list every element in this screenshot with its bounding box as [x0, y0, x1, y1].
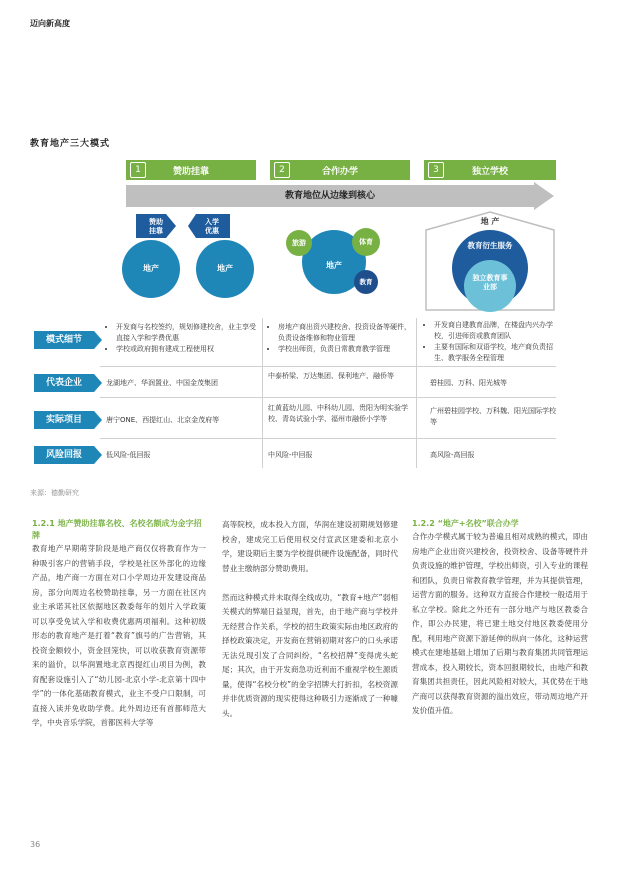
source-note: 来源：德勤研究	[30, 489, 79, 497]
arrowhead	[534, 182, 554, 210]
cell-companies-2: 中泰桥梁、万达集团、保利地产、融侨等	[268, 372, 394, 380]
mode-number: 1	[130, 162, 146, 178]
flag-admission: 入学 优惠	[205, 218, 219, 235]
section-title: 教育地产三大模式	[30, 139, 111, 149]
education-unit-circle	[464, 260, 516, 312]
bullet: • 房地产商出资兴建校舍、投资设备等硬件，负责设备维修和物业管理	[278, 322, 413, 344]
mode-number: 3	[428, 162, 444, 178]
tourism-circle: 旅游	[286, 230, 312, 256]
education-unit-label: 独立教育事 业部	[472, 274, 508, 291]
cell-risk-1: 低风险-低回报	[106, 451, 151, 459]
page-header: 迈向新高度	[30, 19, 70, 28]
bullet: • 主要有国际和双语学校，地产商负责招生、教学服务全程管理	[434, 342, 556, 364]
cell-projects-3: 广州碧桂园学校、万科魏、阳光国际学校等	[430, 407, 556, 426]
paragraph: 高等院校，成本投入方面，华润在建设初期规划修建校舍，建成完工后使用权交付宣武区建委和北京小学，建设期后主要为学校提供硬件设施配备，同时代替业主缴纳部分赞助费用。 然而这种模式并未取得全线成功，“教育+地产”弱相关模式的弊端日益显现，首先，由于地产商与学校并无经营合作关系，学校的招生政策实际由地区政府的择校政策决定，开发商在营销初期对客户的口头承诺无法兑现引发了合同纠纷，“名校招牌”变得虎头蛇尾；其次，由于开发商急功近利而不重视学校生源质量，使得“名校分校”的金字招牌大打折扣，名校资源并非优质资源的现实使得这种吸引力逐渐成了一种噱头。	[222, 520, 398, 718]
text-column-1	[32, 518, 206, 731]
row-label-projects: 实际项目	[34, 411, 94, 429]
paragraph: 教育地产早期萌芽阶段是地产商仅仅将教育作为一种吸引客户的营销手段，学校是社区外部化的边缘产品，地产商一方面在对口小学周边开发建设商品房，部分向周边名校赞助挂靠，另一方面在社区内业主承诺其社区依据地区教委每年的划片入学政策可以享受免试入学和收费优惠两项福利。这种初级形态的教育地产是打着“教育”旗号的广告营销，其投资金额较小，资金回笼快，可以收获教育资源带来的溢价，以华润置地北京西提红山项目为例，教育配套设施引入了“幼儿园-北京小学-北京第十四中学”的一体化基础教育模式，业主不受户口限制，可直接入读并免收助学费。此外周边还有首都师范大学，中央音乐学院，首都医科大学等	[32, 544, 206, 727]
property-circle-left: 地产	[122, 240, 180, 298]
column-divider	[416, 318, 417, 468]
cell-projects-2: 红黄蓝幼儿园、中科幼儿园、贵阳为明实验学校、青岛试验小学、福州市融侨小学等	[268, 404, 408, 423]
text-column-3	[412, 518, 588, 719]
subsection-title: 1.2.2 “地产+名校”联合办学	[412, 519, 519, 528]
mode-label: 赞助挂靠	[172, 167, 209, 177]
bullet: • 学校出师资，负责日常教育教学管理	[278, 344, 413, 355]
property-label: 地 产	[480, 217, 500, 226]
mode-banner-3	[424, 160, 556, 180]
cell-projects-1: 唐宁ONE、西提红山、北京金茂府等	[106, 416, 220, 424]
education-circle: 教育	[354, 270, 378, 294]
mode-number: 2	[274, 162, 290, 178]
row-label-risk: 风险回报	[34, 446, 94, 464]
diagram-cooperation	[280, 212, 410, 322]
property-circle: 地产	[302, 230, 366, 294]
text-column-2	[222, 518, 398, 721]
row-label-companies: 代表企业	[34, 374, 94, 392]
row-divider	[100, 438, 556, 439]
bullet: • 开发商自建教育品牌，在楼盘内兴办学校，引进师资或教育团队	[434, 320, 556, 342]
flag-sponsorship: 赞助 挂靠	[149, 218, 163, 235]
mode-banner-1	[126, 160, 256, 180]
row-divider	[100, 366, 556, 367]
cell-companies-1: 龙湖地产、华润置业、中国金茂集团	[106, 379, 218, 387]
progression-arrow: 教育地位从边缘到核心	[126, 185, 534, 207]
cell-risk-3: 高风险-高回报	[430, 451, 475, 459]
bullet: • 开发商与名校签约，规划修建校舍，业主享受直接入学和学费优惠	[116, 322, 256, 344]
property-circle-right: 地产	[196, 240, 254, 298]
cell-details-2	[268, 322, 413, 355]
cell-details-1	[106, 322, 256, 355]
cell-companies-3: 碧桂园、万科、阳光城等	[430, 379, 507, 387]
cell-risk-2: 中风险-中回报	[268, 451, 313, 459]
diagram-independent	[424, 210, 556, 320]
mode-banner-2	[270, 160, 410, 180]
page-number: 36	[30, 840, 41, 849]
diagram-sponsorship	[126, 210, 256, 320]
sports-circle: 体育	[352, 228, 380, 256]
row-label-details: 模式细节	[34, 331, 94, 349]
column-divider	[262, 318, 263, 468]
paragraph: 合作办学模式属于较为普遍且相对成熟的模式，即由房地产企业出资兴建校舍，投资校舍、设备等硬件并负责设施的维护管理，学校出师资，引入专业的课程和团队，负责日常教育教学管理，并为其提供管理，运营方面的服务。这种双方直接合作建校一般适用于私立学校。除此之外还有一部分地产与地区教委合作，即公办民建，将已建土地交付地区教委使用分配，利用地产资源下游延伸的纵向一体化，这种运营模式在建地基础上增加了后期与教育集团共同管理运营成本，投入期较长，资本回报期较长，由地产和教育集团共担责任，因此风险相对较大，其优势在于地产商可以获得教育资源的溢出效应，带动周边地产开发价值升值。	[412, 532, 588, 715]
row-divider	[100, 397, 556, 398]
mode-label: 独立学校	[471, 167, 508, 177]
cell-details-3	[424, 320, 556, 364]
mode-label: 合作办学	[321, 167, 358, 177]
subsection-title: 1.2.1 地产赞助挂靠名校、名校名额成为金字招牌	[32, 519, 202, 540]
derived-services-label: 教育衍生服务	[467, 241, 513, 250]
bullet: • 学校或政府拥有建成工程使用权	[116, 344, 256, 355]
